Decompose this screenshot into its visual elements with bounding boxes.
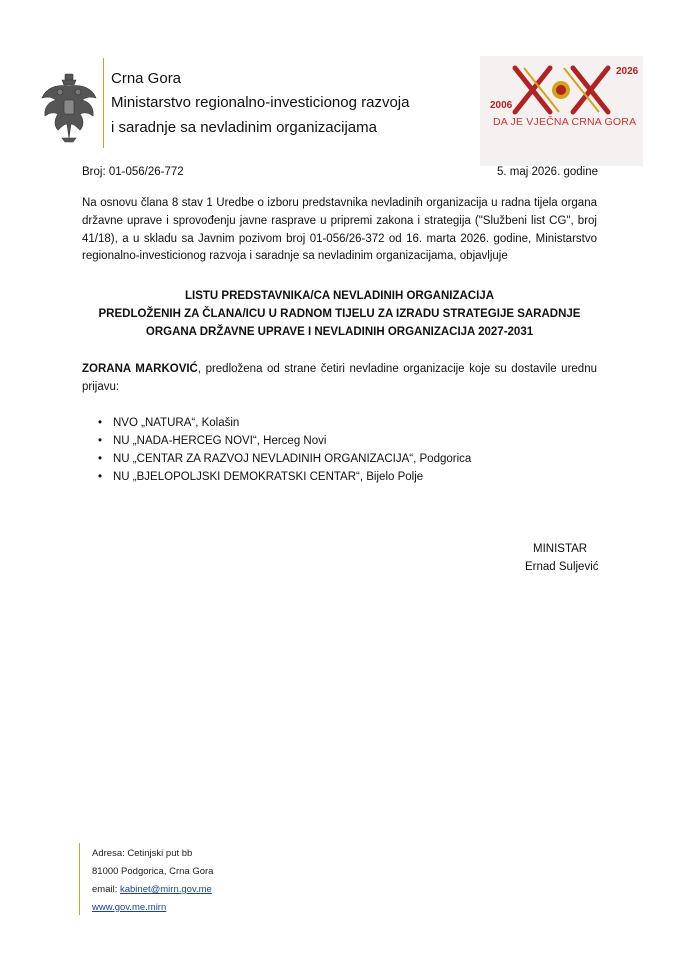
org-place: , Herceg Novi — [256, 435, 327, 447]
footer-email-label: email: — [92, 884, 120, 895]
list-item — [82, 432, 602, 450]
logo-tagline: DA JE VJEČNA CRNA GORA — [493, 116, 637, 128]
footer-email-line — [92, 884, 212, 895]
bullet-icon: • — [98, 471, 103, 483]
intro-paragraph: Na osnovu člana 8 stav 1 Uredbe o izboru predstavnika nevladinih organizacija u radna tijela organa državne uprave i sprovođenju javne rasprave u pripremi zakona i strategija ("Službeni list CG", broj 41/18), a u skladu sa Javnim pozivom broj 01-056/26-372 od 16. marta 2026. godine, Ministarstvo regionalno-investicionog razvoja i saradnje sa nevladinim organizacijama, objavljuje — [82, 197, 597, 263]
document-date: 5. maj 2026. godine — [496, 166, 598, 178]
signature-name: Ernad Suljević — [525, 561, 599, 573]
footer-address: Adresa: Cetinjski put bb — [92, 848, 193, 859]
logo-year-end: 2026 — [616, 66, 639, 77]
org-name: NVO „NATURA“ — [113, 417, 196, 429]
footer-divider — [79, 843, 80, 915]
footer-website-link[interactable]: www.gov.me.mirn — [92, 902, 167, 913]
org-place: , Podgorica — [413, 453, 472, 465]
bullet-icon: • — [98, 435, 103, 447]
header-divider — [103, 58, 104, 148]
bullet-icon: • — [98, 417, 103, 429]
title-line-2: PREDLOŽENIH ZA ČLANA/ICU U RADNOM TIJELU ZA IZRADU STRATEGIJE SARADNJE — [98, 308, 581, 320]
list-item — [82, 414, 602, 432]
nominee-paragraph — [82, 361, 597, 397]
org-name: NU „BJELOPOLJSKI DEMOKRATSKI CENTAR“ — [113, 471, 360, 483]
header-ministry-line1: Ministarstvo regionalno-investicionog razvoja — [111, 94, 410, 111]
title-line-3: ORGANA DRŽAVNE UPRAVE I NEVLADINIH ORGANIZACIJA 2027-2031 — [145, 326, 534, 338]
document-number: Broj: 01-056/26-772 — [82, 166, 184, 178]
header-country: Crna Gora — [111, 70, 182, 87]
bullet-icon: • — [98, 453, 103, 465]
list-item — [82, 450, 602, 468]
signature-title: MINISTAR — [533, 543, 588, 555]
nominee-name: ZORANA MARKOVIĆ — [82, 363, 198, 375]
list-item — [82, 468, 602, 486]
org-place: , Kolašin — [195, 417, 240, 429]
header-ministry-line2: i saradnje sa nevladinim organizacijama — [111, 119, 377, 136]
title-line-1: LISTU PREDSTAVNIKA/CA NEVLADINIH ORGANIZACIJA — [184, 290, 495, 302]
org-name: NU „NADA-HERCEG NOVI“ — [113, 435, 257, 447]
logo-year-start: 2006 — [490, 100, 513, 111]
org-name: NU „CENTAR ZA RAZVOJ NEVLADINIH ORGANIZACIJA“ — [113, 453, 414, 465]
footer-city: 81000 Podgorica, Crna Gora — [92, 866, 214, 877]
org-place: , Bijelo Polje — [359, 471, 424, 483]
nominee-text: , predložena od strane četiri nevladine organizacije koje su dostavile urednu prijavu: — [82, 363, 597, 393]
organizations-list — [82, 414, 602, 486]
footer-email-link[interactable]: kabinet@mirn.gov.me — [119, 884, 212, 895]
coat-of-arms-icon — [40, 72, 98, 144]
